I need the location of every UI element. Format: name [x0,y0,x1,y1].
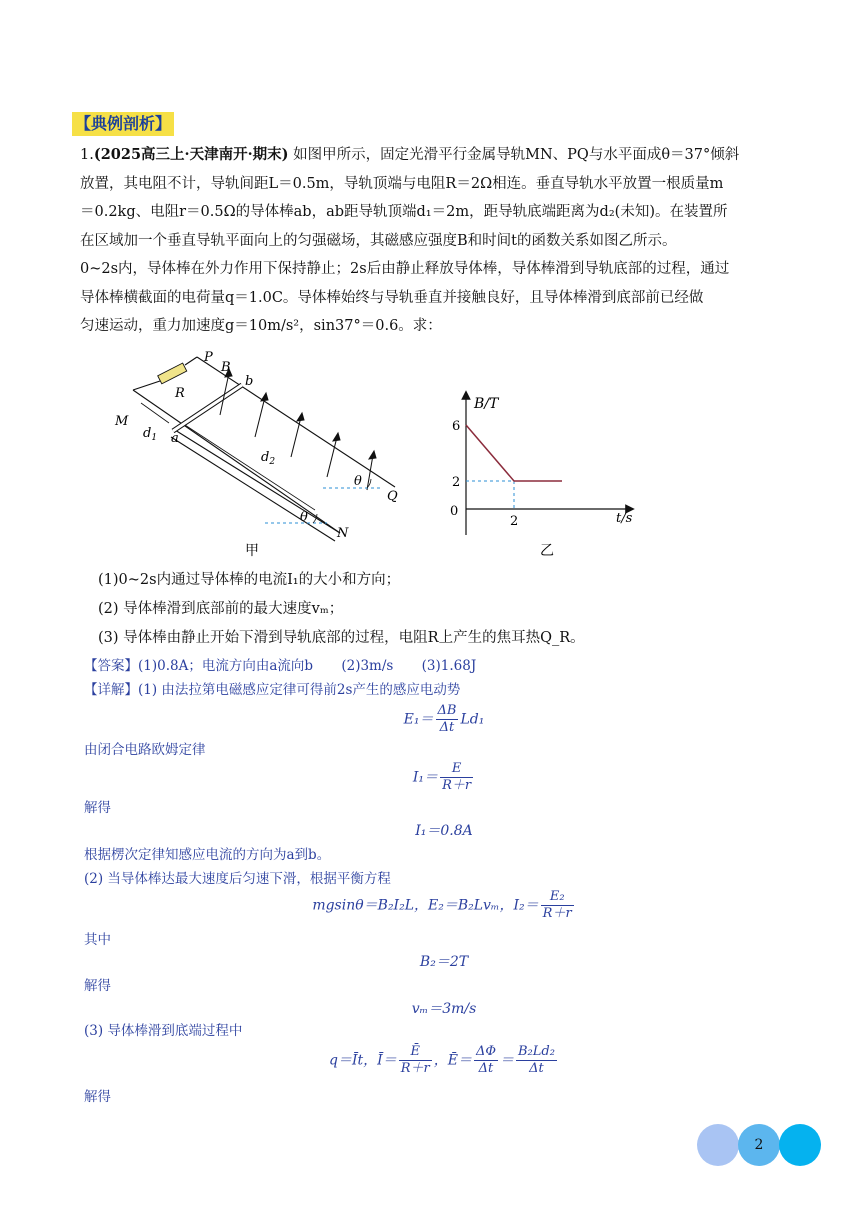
detail-line-4: 根据楞次定律知感应电流的方向为a到b。 [84,847,331,863]
label-d1: $d_1$ [143,426,158,443]
detail-tag: 【详解】 [84,682,138,698]
question-3: (3) 导体棒由静止开始下滑到导轨底部的过程，电阻R上产生的焦耳热Q_R。 [98,630,585,646]
section-title: 【典例剖析】 [72,112,174,136]
page-decor-circle-right [779,1124,821,1166]
equation-7: q＝Īt，Ī＝ $\frac{Ē}{R+r}$ ，Ē＝ $\frac{\Delta\Phi}{\Delta t}$ ＝ $\frac{\text{B₂Ld₂}}{\Delta t}$ [329,1044,555,1076]
label-theta-q: θ [354,474,362,489]
label-m: M [115,414,129,429]
answer-part-2: (2)3m/s [341,658,394,674]
detail-line-1 [84,680,460,700]
problem-source: (2025高三上·天津南开·期末) [93,146,289,163]
detail-text: (1) 由法拉第电磁感应定律可得前2s产生的感应电动势 [138,682,461,698]
figure-bt-chart [430,385,650,560]
detail-line-9: 解得 [84,1089,111,1105]
label-p: P [204,350,213,365]
equation-2: I₁＝ $\frac{E}{R+r}$ [412,761,472,793]
y-axis-label: B/T [474,396,499,412]
label-n: N [337,526,349,541]
problem-text: 如图甲所示，固定光滑平行金属导轨MN、PQ与水平面成θ＝37°倾斜 [293,147,740,163]
detail-line-7: 解得 [84,978,111,994]
problem-number: 1. [80,147,94,163]
y-tick-label: 6 [452,419,461,434]
equation-3: I₁＝0.8A [415,823,473,839]
problem-line-2: 放置，其电阻不计，导轨间距L＝0.5m，导轨顶端与电阻R＝2Ω相连。垂直导轨水平放置一根质量m [80,175,724,192]
figure-rails-diagram [105,345,415,560]
detail-line-5: (2) 当导体棒达最大速度后匀速下滑，根据平衡方程 [84,871,391,887]
answer-tag: 【答案】 [84,658,138,674]
label-theta-n: θ [300,510,308,525]
page-number: 2 [754,1137,764,1153]
equation-5: B₂＝2T [419,954,469,970]
equation-6: vₘ＝3m/s [411,1001,477,1017]
label-a: a [171,431,179,446]
origin-label: 0 [450,504,459,519]
question-1: (1)0~2s内通过导体棒的电流I₁的大小和方向； [98,572,401,588]
problem-line-1 [80,141,800,170]
page-number-badge [738,1124,780,1166]
series-line-b [466,425,562,481]
label-b-field: B [221,360,231,375]
x-tick-label: 2 [510,514,519,529]
caption-b: 乙 [540,543,554,559]
x-axis-label: t/s [616,511,633,526]
detail-line-3: 解得 [84,800,111,816]
answer-line [84,656,476,676]
y-tick-label: 2 [452,475,461,490]
label-d2: $d_2$ [261,450,276,467]
problem-line-6: 导体棒横截面的电荷量q＝1.0C。导体棒始终与导轨垂直并接触良好，且导体棒滑到底部前已经做 [80,289,704,306]
resistor [158,363,187,384]
problem-line-5: 0~2s内，导体棒在外力作用下保持静止；2s后由静止释放导体棒，导体棒滑到导轨底部的过程，通过 [80,261,730,277]
label-r: R [175,386,185,401]
detail-line-2: 由闭合电路欧姆定律 [84,742,206,758]
problem-statement [80,141,800,341]
problem-line-3: ＝0.2kg、电阻r＝0.5Ω的导体棒ab，ab距导轨顶端d₁＝2m，距导轨底端距离为d₂(未知)。在装置所 [80,204,728,220]
detail-line-6: 其中 [84,932,111,948]
equation-4: mgsinθ＝B₂I₂L，E₂＝B₂Lvₘ，I₂＝ $\frac{\text{E₂}}{R+r}$ [312,889,572,921]
equation-1: E₁＝ $\frac{\Delta B}{\Delta t}$ Ld₁ [403,703,485,735]
problem-line-4: 在区域加一个垂直导轨平面向上的匀强磁场，其磁感应强度B和时间t的函数关系如图乙所示。 [80,232,677,249]
caption-a: 甲 [245,543,259,559]
answer-part-1: (1)0.8A；电流方向由a流向b [138,658,314,674]
rail-mn [133,390,340,533]
problem-line-7: 匀速运动，重力加速度g＝10m/s²，sin37°＝0.6。求： [80,318,442,334]
answer-part-3: (3)1.68J [421,658,477,674]
question-2: (2) 导体棒滑到底部前的最大速度vₘ； [98,601,344,617]
label-q: Q [387,489,398,504]
detail-line-8: (3) 导体棒滑到底端过程中 [84,1023,243,1039]
page-decor-circle-left [697,1124,739,1166]
label-b-end: b [245,374,254,389]
